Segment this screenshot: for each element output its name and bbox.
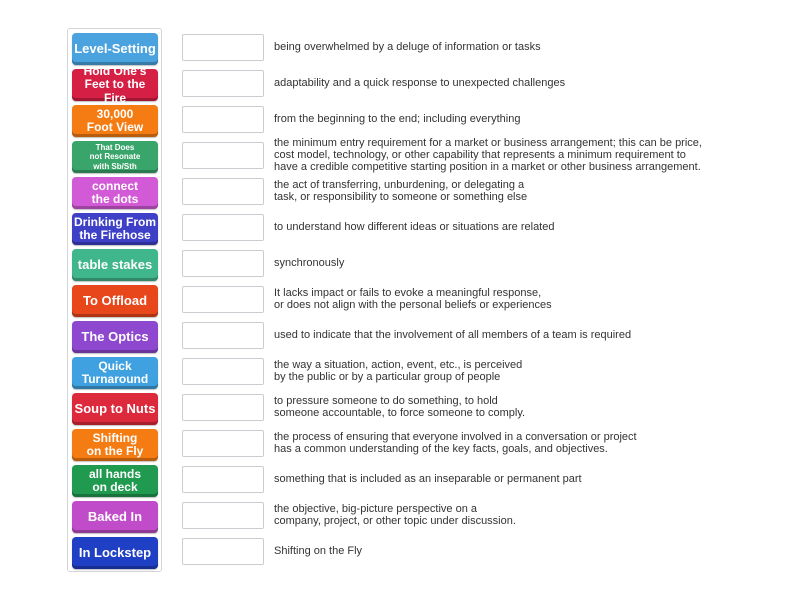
tile-label: To Offload — [82, 292, 148, 308]
drop-box[interactable] — [182, 142, 264, 169]
tile-label: all hands on deck — [88, 466, 141, 494]
tile-label: In Lockstep — [78, 544, 152, 560]
definition-text: Shifting on the Fly — [274, 545, 363, 557]
drop-box[interactable] — [182, 394, 264, 421]
drop-box[interactable] — [182, 34, 264, 61]
definition-text: from the beginning to the end; including everything — [274, 113, 521, 125]
definition-text: It lacks impact or fails to evoke a meaningful response, or does not align with the personal beliefs or experiences — [274, 287, 552, 311]
drop-box[interactable] — [182, 322, 264, 349]
definition-text: used to indicate that the involvement of all members of a team is required — [274, 329, 632, 341]
drop-box[interactable] — [182, 358, 264, 385]
drop-box[interactable] — [182, 250, 264, 277]
drop-box[interactable] — [182, 538, 264, 565]
definition-text: something that is included as an inseparable or permanent part — [274, 473, 582, 485]
definition-text: to understand how different ideas or situations are related — [274, 221, 555, 233]
drop-box[interactable] — [182, 430, 264, 457]
tile-all-hands-on-deck[interactable] — [72, 465, 158, 497]
drop-box[interactable] — [182, 106, 264, 133]
tiles-panel — [67, 28, 162, 572]
tile-drinking-from-the-firehose[interactable] — [72, 213, 158, 245]
tile-label: table stakes — [77, 256, 153, 272]
tile-label: Baked In — [87, 508, 143, 524]
definition-text: to pressure someone to do something, to hold someone accountable, to force someone to comply. — [274, 395, 526, 419]
drop-box[interactable] — [182, 178, 264, 205]
definition-text: adaptability and a quick response to unexpected challenges — [274, 77, 566, 89]
drop-box[interactable] — [182, 70, 264, 97]
tile-quick-turnaround[interactable] — [72, 357, 158, 389]
tile-the-optics[interactable] — [72, 321, 158, 353]
definition-text: being overwhelmed by a deluge of information or tasks — [274, 41, 541, 53]
definition-text: the way a situation, action, event, etc., is perceived by the public or by a particular group of people — [274, 359, 523, 383]
definition-text: the act of transferring, unburdening, or delegating a task, or responsibility to someone or something else — [274, 179, 528, 203]
tile-label: Hold One's Feet to the Fire — [83, 64, 147, 105]
drop-box[interactable] — [182, 286, 264, 313]
tile-label: Level-Setting — [74, 40, 156, 56]
tile-in-lockstep[interactable] — [72, 537, 158, 569]
tile-30000-foot-view[interactable] — [72, 105, 158, 137]
tile-hold-ones-feet-to-the-fire[interactable] — [72, 64, 158, 105]
tile-that-does-not-resonate[interactable] — [72, 141, 158, 173]
drop-box[interactable] — [182, 502, 264, 529]
tile-level-setting[interactable] — [72, 33, 158, 65]
definition-text: the objective, big-picture perspective on a company, project, or other topic under discussion. — [274, 503, 516, 527]
tile-label: Shifting on the Fly — [86, 430, 144, 458]
definition-text: the process of ensuring that everyone involved in a conversation or project has a common understanding of the key facts, goals, and objectives. — [274, 431, 637, 455]
tile-label: That Does not Resonate with Sb/Sth — [89, 143, 141, 171]
tile-table-stakes[interactable] — [72, 249, 158, 281]
drop-box[interactable] — [182, 214, 264, 241]
tile-label: 30,000 Foot View — [86, 106, 144, 134]
definition-text: the minimum entry requirement for a market or business arrangement; this can be price, cost model, technology, or other capability that represents a minimum requirement to have a credible competitive starting position in a market or other business arrangement. — [274, 137, 702, 173]
tile-soup-to-nuts[interactable] — [72, 393, 158, 425]
tile-connect-the-dots[interactable] — [72, 177, 158, 209]
tile-label: Quick Turnaround — [81, 358, 149, 386]
tile-shifting-on-the-fly[interactable] — [72, 429, 158, 461]
drop-box[interactable] — [182, 466, 264, 493]
tile-label: Drinking From the Firehose — [74, 214, 157, 242]
tile-label: Soup to Nuts — [74, 400, 156, 416]
tile-label: The Optics — [81, 328, 149, 344]
definition-text: synchronously — [274, 257, 345, 269]
tile-label: connect the dots — [91, 178, 139, 206]
tile-baked-in[interactable] — [72, 501, 158, 533]
tile-to-offload[interactable] — [72, 285, 158, 317]
